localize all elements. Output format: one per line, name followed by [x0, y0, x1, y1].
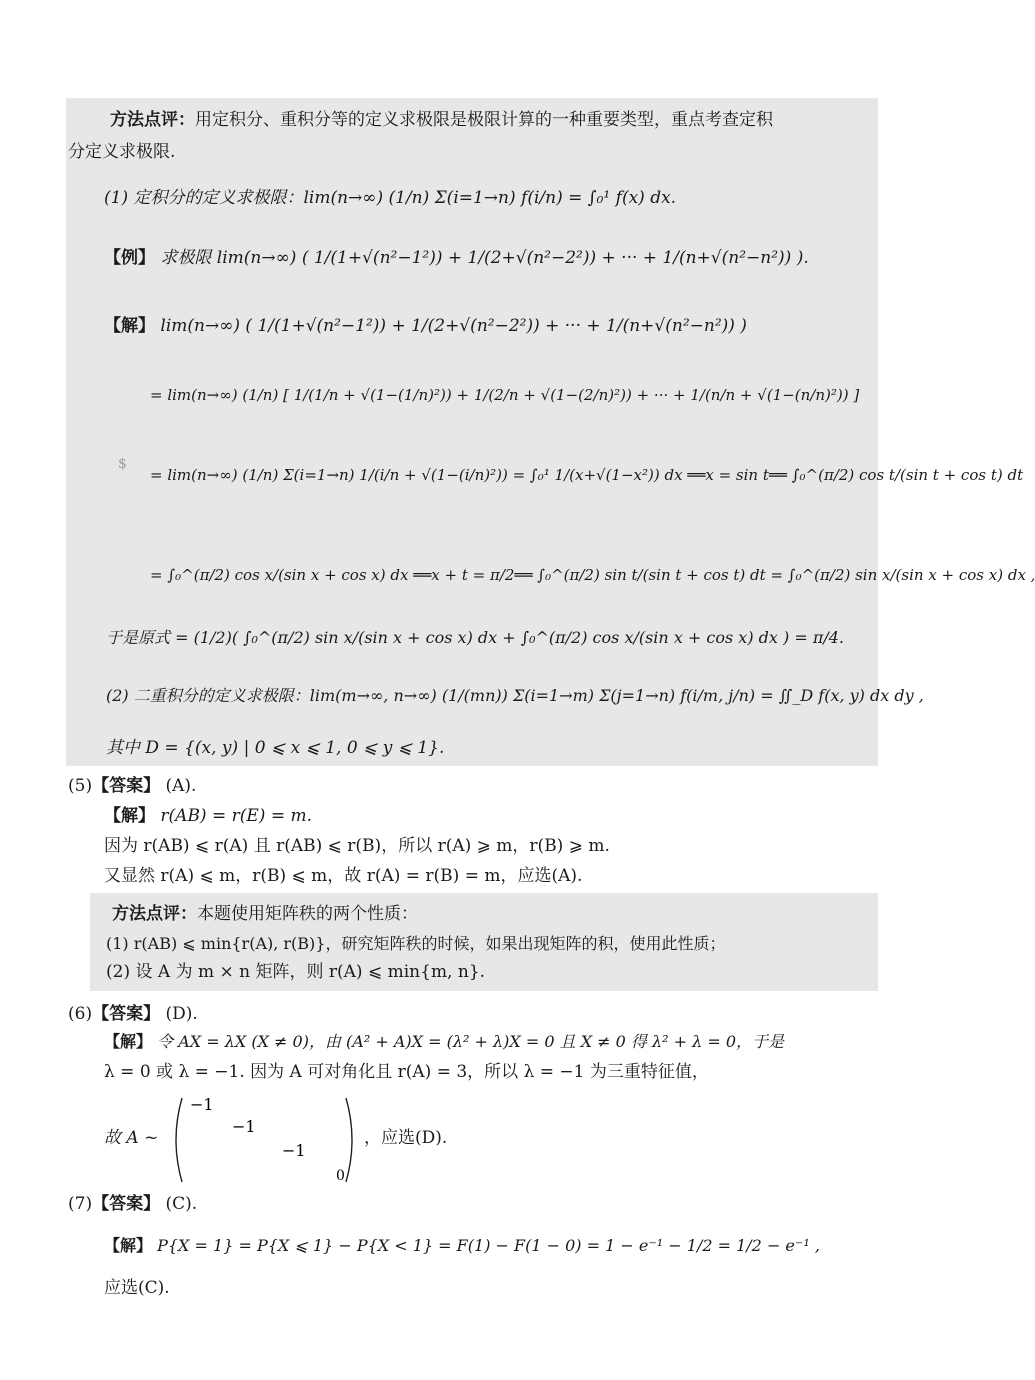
formula: = lim(n→∞) (1/n) Σ(i=1→n) 1/(i/n + √(1−(i/n)²)) = ∫₀¹ 1/(x+√(1−x²)) dx ══x = sin t══ ∫₀^(π/2) cos t/(sin t + cos t) dt	[150, 466, 1024, 484]
solution-text: 又显然 r(A) ⩽ m，r(B) ⩽ m，故 r(A) = r(B) = m，应选(A).	[104, 866, 583, 886]
formula: = lim(n→∞) (1/n) [ 1/(1/n + √(1−(1/n)²)) + 1/(2/n + √(1−(2/n)²)) + ··· + 1/(n/n + √(1−(n/n)²)) ]	[150, 386, 860, 404]
right-paren	[346, 1098, 352, 1182]
q5-solution-line-2	[104, 836, 610, 856]
answer-value: (A).	[165, 776, 197, 796]
q6-choice	[364, 1128, 447, 1148]
answer-label: 【答案】	[92, 776, 161, 796]
formula: 求极限 lim(n→∞) ( 1/(1+√(n²−1²)) + 1/(2+√(n²−2²)) + ··· + 1/(n+√(n²−n²)) ).	[160, 248, 809, 268]
comment-1-line-2	[68, 142, 175, 162]
solution-label: 【解】	[104, 1032, 153, 1051]
q5-solution-line-3	[104, 866, 582, 886]
q5-answer	[68, 776, 196, 796]
answer-label: 【答案】	[92, 1194, 161, 1214]
comment-2-title	[112, 904, 418, 924]
comment-2-line-2	[106, 962, 485, 982]
comment-1-line-1	[110, 110, 878, 130]
solution-text: λ = 0 或 λ = −1. 因为 A 可对角化且 r(A) = 3，所以 λ = −1 为三重特征值，	[104, 1062, 709, 1082]
example-label: 【例】	[104, 248, 155, 268]
solution-label: 【解】	[104, 806, 155, 826]
answer-value: (C).	[165, 1194, 198, 1214]
solution-text: 故 A ~	[104, 1128, 159, 1148]
solution-label: 【解】	[104, 1236, 153, 1255]
formula: lim(n→∞) ( 1/(1+√(n²−1²)) + 1/(2+√(n²−2²)) + ··· + 1/(n+√(n²−n²)) )	[160, 316, 747, 336]
solution-conclusion	[106, 628, 876, 647]
q5-solution-line-1	[104, 806, 312, 826]
diagonal-matrix	[170, 1092, 370, 1188]
formula: (1) 定积分的定义求极限：lim(n→∞) (1/n) Σ(i=1→n) f(i/n) = ∫₀¹ f(x) dx.	[104, 188, 677, 208]
q6-solution-line-1	[104, 1032, 880, 1051]
solution-text: 令 AX = λX (X ≠ 0)，由 (A² + A)X = (λ² + λ)X = 0 且 X ≠ 0 得 λ² + λ = 0，于是	[157, 1032, 785, 1051]
formula: 其中 D = {(x, y) | 0 ⩽ x ⩽ 1, 0 ⩽ y ⩽ 1}.	[106, 738, 445, 758]
q6-solution-line-2	[104, 1062, 709, 1082]
solution-text: ，应选(D).	[364, 1128, 448, 1148]
comment-2-line-1	[106, 934, 876, 953]
solution-text: 应选(C).	[104, 1278, 170, 1298]
question-number: (7)	[68, 1194, 93, 1214]
definite-integral-definition	[104, 188, 676, 208]
formula: = ∫₀^(π/2) cos x/(sin x + cos x) dx ══x + t = π/2══ ∫₀^(π/2) sin t/(sin t + cos t) dt = ∫₀^(π/2) sin x/(sin x + cos x) dx ,	[150, 566, 1035, 584]
answer-label: 【答案】	[92, 1004, 161, 1024]
q7-solution-line-1	[104, 1236, 880, 1255]
question-number: (6)	[68, 1004, 93, 1024]
matrix-entry: −1	[232, 1117, 256, 1136]
solution-step-3	[150, 466, 1024, 484]
formula: (2) 二重积分的定义求极限：lim(m→∞, n→∞) (1/(mn)) Σ(i=1→m) Σ(j=1→n) f(i/m, j/n) = ∬_D f(x, y) dx dy ,	[106, 686, 924, 705]
q7-answer	[68, 1194, 197, 1214]
solution-text: r(AB) = r(E) = m.	[160, 806, 312, 826]
solution-text: 因为 r(AB) ⩽ r(A) 且 r(AB) ⩽ r(B)，所以 r(A) ⩾ m，r(B) ⩾ m.	[104, 836, 610, 856]
double-integral-definition	[106, 686, 924, 705]
matrix-entry: 0	[336, 1168, 345, 1184]
comment-text: 用定积分、重积分等的定义求极限是极限计算的一种重要类型，重点考查定积	[195, 110, 773, 130]
example-problem	[104, 248, 874, 268]
q6-answer	[68, 1004, 198, 1024]
solution-step-4	[150, 566, 1035, 584]
comment-text: (2) 设 A 为 m × n 矩阵，则 r(A) ⩽ min{m, n}.	[106, 962, 486, 982]
comment-text: 分定义求极限.	[68, 142, 176, 162]
solution-label: 【解】	[104, 316, 155, 336]
comment-label: 方法点评：	[110, 110, 195, 130]
q7-solution-line-2	[104, 1278, 170, 1298]
answer-value: (D).	[165, 1004, 198, 1024]
solution-step-2	[150, 386, 870, 404]
region-definition	[106, 738, 444, 758]
formula: 于是原式 = (1/2)( ∫₀^(π/2) sin x/(sin x + cos x) dx + ∫₀^(π/2) cos x/(sin x + cos x) dx ) = π/4.	[106, 628, 845, 647]
comment-text: 本题使用矩阵秩的两个性质：	[197, 904, 418, 924]
solution-text: P{X = 1} = P{X ⩽ 1} − P{X < 1} = F(1) − F(1 − 0) = 1 − e⁻¹ − 1/2 = 1/2 − e⁻¹ ,	[157, 1236, 820, 1255]
stray-mark: $	[118, 456, 127, 472]
comment-label: 方法点评：	[112, 904, 197, 924]
matrix-entry: −1	[190, 1095, 214, 1114]
q6-matrix-prefix	[104, 1128, 158, 1148]
solution-step-1	[104, 316, 874, 336]
left-paren	[176, 1098, 182, 1182]
matrix-entry: −1	[282, 1141, 306, 1160]
question-number: (5)	[68, 776, 93, 796]
comment-text: (1) r(AB) ⩽ min{r(A), r(B)}，研究矩阵秩的时候，如果出现矩阵的积，使用此性质；	[106, 934, 726, 953]
